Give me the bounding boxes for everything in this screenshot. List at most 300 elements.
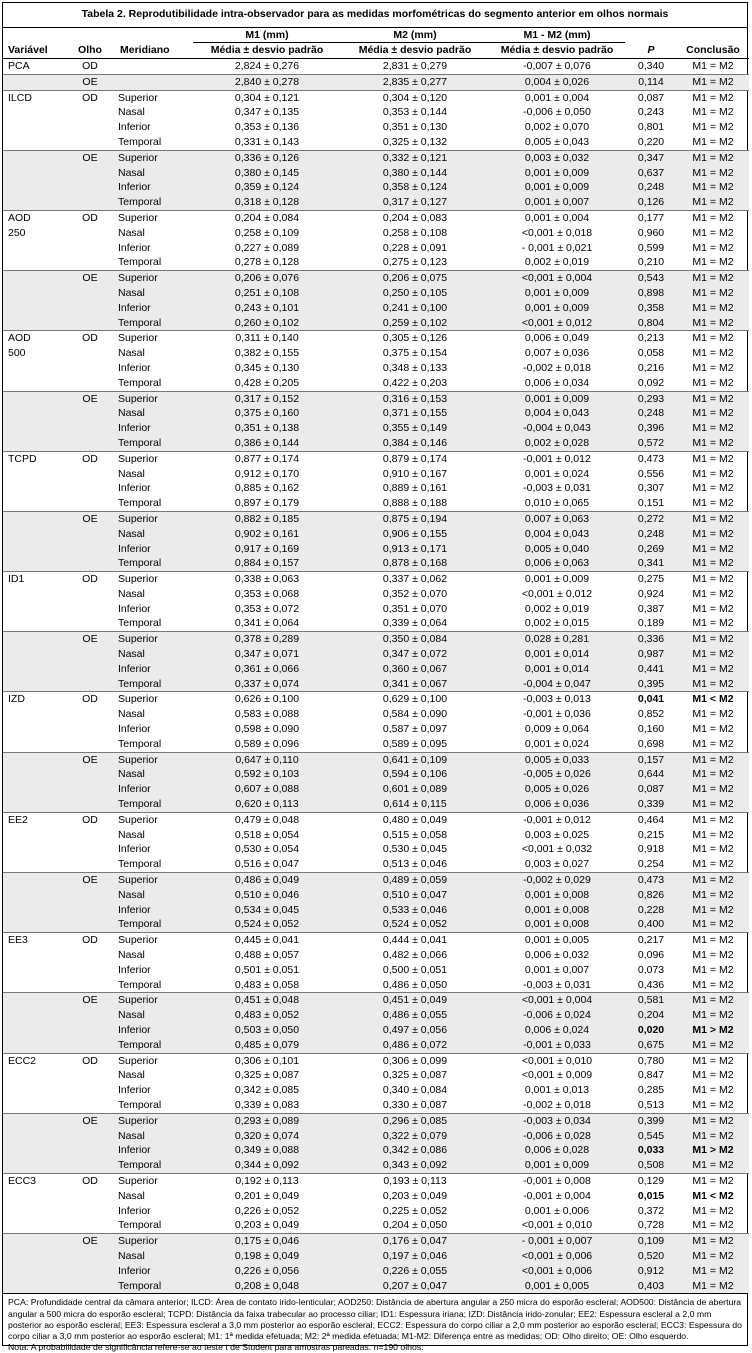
- cell-p: 0,096: [637, 949, 665, 962]
- cell-conclusao: M1 = M2: [677, 782, 749, 797]
- cell-m2: 0,587 ± 0,097: [382, 723, 448, 736]
- cell-meridiano: Superior: [115, 451, 193, 466]
- cell-meridiano: Nasal: [115, 888, 193, 903]
- cell-olho: OE: [65, 271, 115, 286]
- cell-conclusao: M1 = M2: [677, 150, 749, 165]
- cell-m2: 0,480 ± 0,049: [341, 812, 489, 827]
- table-row: [3, 451, 749, 466]
- table-row: [3, 135, 749, 150]
- cell-variavel: [3, 963, 65, 978]
- cell-conclusao: M1 = M2: [692, 587, 734, 600]
- table-title: Tabela 2. Reprodutibilidade intra-observador para as medidas morfométricas do segmento anterior em olhos normais: [3, 3, 747, 28]
- cell-olho: OE: [65, 873, 115, 888]
- data-table: [3, 28, 749, 1293]
- cell-olho: [65, 1158, 115, 1173]
- cell-p: 0,285: [637, 1084, 665, 1097]
- table-row: [3, 1173, 749, 1188]
- cell-p: 0,396: [625, 421, 677, 436]
- cell-olho: [65, 286, 115, 301]
- cell-variavel: [3, 135, 65, 150]
- header-diff-group: M1 - M2 (mm): [489, 28, 625, 43]
- table-row: [3, 737, 749, 752]
- cell-m1: 0,208 ± 0,048: [193, 1279, 341, 1294]
- table-row: [3, 1098, 749, 1113]
- cell-conclusao: M1 = M2: [677, 511, 749, 526]
- cell-meridiano: Nasal: [118, 587, 145, 600]
- cell-olho: [65, 1098, 115, 1113]
- cell-variavel: [3, 120, 65, 135]
- cell-p: 0,436: [637, 978, 665, 991]
- cell-conclusao: M1 = M2: [692, 1084, 734, 1097]
- cell-variavel: EE2: [3, 812, 65, 827]
- cell-diff: 0,006 ± 0,032: [524, 949, 590, 962]
- cell-olho: [65, 542, 115, 557]
- cell-variavel: [3, 150, 65, 165]
- cell-p: 0,395: [625, 677, 677, 692]
- table-row: [3, 812, 749, 827]
- cell-m1: 0,175 ± 0,046: [193, 1234, 341, 1249]
- cell-meridiano: Temporal: [118, 376, 162, 389]
- cell-conclusao: M1 = M2: [677, 74, 749, 90]
- cell-meridiano: Inferior: [115, 662, 193, 677]
- table-row: [3, 286, 749, 301]
- cell-variavel: [3, 255, 65, 270]
- cell-m2: 0,352 ± 0,070: [382, 587, 448, 600]
- cell-m2: 0,360 ± 0,067: [341, 662, 489, 677]
- cell-variavel: [3, 105, 65, 120]
- cell-p: 0,243: [637, 106, 665, 119]
- cell-variavel: [3, 1189, 65, 1204]
- cell-diff: 0,028 ± 0,281: [489, 632, 625, 647]
- cell-diff: 0,002 ± 0,028: [489, 436, 625, 451]
- cell-diff: 0,005 ± 0,040: [489, 542, 625, 557]
- table-row: [3, 150, 749, 165]
- cell-p: 0,215: [637, 828, 665, 841]
- cell-diff: 0,001 ± 0,007: [524, 963, 590, 976]
- cell-variavel: [3, 1008, 65, 1023]
- cell-diff: 0,009 ± 0,064: [524, 723, 590, 736]
- cell-p: 0,572: [625, 436, 677, 451]
- cell-m2: 0,341 ± 0,067: [341, 677, 489, 692]
- cell-olho: [65, 903, 115, 918]
- cell-diff: 0,001 ± 0,009: [489, 572, 625, 587]
- cell-p: 0,228: [625, 903, 677, 918]
- cell-m2: 0,258 ± 0,108: [382, 226, 448, 239]
- cell-m2: 0,176 ± 0,047: [341, 1234, 489, 1249]
- cell-m1: 0,375 ± 0,160: [193, 406, 341, 421]
- cell-conclusao: M1 = M2: [677, 286, 749, 301]
- cell-olho: [65, 662, 115, 677]
- cell-diff: <0,001 ± 0,004: [489, 271, 625, 286]
- cell-diff: 0,001 ± 0,014: [489, 647, 625, 662]
- cell-conclusao: M1 = M2: [677, 421, 749, 436]
- cell-p: 0,087: [625, 782, 677, 797]
- cell-m1: 0,882 ± 0,185: [193, 511, 341, 526]
- cell-conclusao: M1 = M2: [692, 949, 734, 962]
- header-olho: Olho: [65, 43, 115, 59]
- cell-m2: 0,204 ± 0,083: [341, 210, 489, 225]
- cell-diff: 0,003 ± 0,025: [524, 828, 590, 841]
- cell-olho: [65, 602, 115, 617]
- cell-diff: 0,001 ± 0,004: [489, 210, 625, 225]
- cell-conclusao: M1 = M2: [677, 1264, 749, 1279]
- cell-m1: 0,917 ± 0,169: [193, 542, 341, 557]
- cell-m2: 0,913 ± 0,171: [341, 542, 489, 557]
- cell-meridiano: Temporal: [115, 556, 193, 571]
- table-row: [3, 1249, 749, 1264]
- cell-variavel: [3, 1083, 65, 1098]
- cell-p: 0,675: [625, 1038, 677, 1053]
- cell-p: 0,508: [625, 1158, 677, 1173]
- cell-meridiano: Temporal: [115, 436, 193, 451]
- cell-variavel: ID1: [3, 572, 65, 587]
- cell-variavel: [3, 271, 65, 286]
- cell-diff: <0,001 ± 0,018: [521, 226, 593, 239]
- cell-diff: <0,001 ± 0,012: [521, 587, 593, 600]
- cell-meridiano: Superior: [115, 1173, 193, 1188]
- cell-variavel: AOD: [3, 331, 65, 346]
- cell-m1: 0,589 ± 0,096: [234, 737, 300, 750]
- cell-conclusao: M1 = M2: [677, 752, 749, 767]
- cell-p: 0,160: [637, 723, 665, 736]
- cell-m2: 0,482 ± 0,066: [382, 949, 448, 962]
- cell-m1: 0,278 ± 0,128: [234, 256, 300, 269]
- cell-m2: 0,371 ± 0,155: [341, 406, 489, 421]
- cell-diff: <0,001 ± 0,032: [521, 843, 593, 856]
- cell-m2: 0,226 ± 0,055: [341, 1264, 489, 1279]
- table-row: [3, 1158, 749, 1173]
- cell-olho: [65, 180, 115, 195]
- cell-m2: 0,206 ± 0,075: [341, 271, 489, 286]
- cell-variavel: IZD: [3, 692, 65, 707]
- cell-m2: 0,330 ± 0,087: [382, 1098, 448, 1111]
- cell-conclusao: M1 = M2: [692, 737, 734, 750]
- cell-m2: 0,533 ± 0,046: [341, 903, 489, 918]
- cell-p: 0,599: [637, 241, 665, 254]
- cell-m1: 0,353 ± 0,068: [234, 587, 300, 600]
- cell-olho: [65, 527, 115, 542]
- cell-p: 0,269: [625, 542, 677, 557]
- cell-conclusao: M1 = M2: [677, 406, 749, 421]
- cell-p: 0,399: [625, 1113, 677, 1128]
- cell-diff: 0,001 ± 0,013: [524, 1084, 590, 1097]
- table-row: [3, 873, 749, 888]
- cell-diff: <0,001 ± 0,009: [521, 1069, 593, 1082]
- cell-conclusao: M1 = M2: [692, 376, 734, 389]
- cell-meridiano: Nasal: [118, 949, 145, 962]
- cell-p: 0,293: [625, 391, 677, 406]
- cell-conclusao: M1 = M2: [692, 828, 734, 841]
- header-meridiano: Meridiano: [115, 43, 193, 59]
- cell-meridiano: Inferior: [118, 843, 151, 856]
- cell-diff: -0,002 ± 0,018: [523, 1098, 591, 1111]
- cell-olho: [65, 737, 115, 752]
- table-row: [3, 255, 749, 270]
- cell-m1: 0,378 ± 0,289: [193, 632, 341, 647]
- cell-p: 0,336: [625, 632, 677, 647]
- cell-m1: 0,361 ± 0,066: [193, 662, 341, 677]
- cell-meridiano: Nasal: [118, 226, 145, 239]
- cell-p: 0,960: [637, 226, 665, 239]
- cell-m1: 0,516 ± 0,047: [234, 858, 300, 871]
- cell-diff: 0,010 ± 0,065: [524, 497, 590, 510]
- cell-meridiano: Nasal: [118, 1069, 145, 1082]
- cell-p: 0,852: [637, 708, 665, 721]
- cell-variavel: [3, 481, 65, 496]
- table-row: [3, 1053, 749, 1068]
- cell-m1: 0,331 ± 0,143: [234, 135, 300, 148]
- cell-olho: [65, 376, 115, 391]
- cell-diff: 0,006 ± 0,028: [489, 1143, 625, 1158]
- cell-conclusao: M1 = M2: [692, 843, 734, 856]
- cell-m1: 0,530 ± 0,054: [234, 843, 300, 856]
- cell-olho: [65, 857, 115, 872]
- cell-m2: 0,322 ± 0,079: [341, 1129, 489, 1144]
- cell-m1: 0,359 ± 0,124: [193, 180, 341, 195]
- cell-meridiano: Superior: [115, 632, 193, 647]
- table-row: [3, 346, 749, 361]
- cell-variavel: [3, 888, 65, 903]
- cell-conclusao: M1 = M2: [677, 1158, 749, 1173]
- cell-diff: <0,001 ± 0,004: [489, 993, 625, 1008]
- cell-m2: 0,879 ± 0,174: [341, 451, 489, 466]
- cell-m1: 0,260 ± 0,102: [193, 316, 341, 331]
- table-row: [3, 782, 749, 797]
- cell-variavel: [3, 1038, 65, 1053]
- cell-conclusao: M1 > M2: [677, 1023, 749, 1038]
- cell-p: 0,092: [637, 376, 665, 389]
- header-conclusao: Conclusão: [677, 43, 749, 59]
- cell-m1: 0,353 ± 0,136: [234, 121, 300, 134]
- cell-conclusao: M1 < M2: [692, 1189, 734, 1202]
- cell-olho: [65, 1189, 115, 1204]
- cell-diff: -0,007 ± 0,076: [523, 60, 591, 72]
- cell-m1: 0,647 ± 0,110: [193, 752, 341, 767]
- cell-olho: [65, 948, 115, 963]
- cell-m1: 0,884 ± 0,157: [193, 556, 341, 571]
- table-row: [3, 1234, 749, 1249]
- table-row: [3, 993, 749, 1008]
- cell-olho: OD: [65, 451, 115, 466]
- cell-p: 0,033: [625, 1143, 677, 1158]
- cell-p: 0,041: [625, 692, 677, 707]
- table-body: [3, 59, 749, 1294]
- table-row: [3, 436, 749, 451]
- cell-diff: 0,001 ± 0,004: [489, 90, 625, 105]
- cell-diff: 0,001 ± 0,009: [489, 286, 625, 301]
- cell-meridiano: Superior: [115, 511, 193, 526]
- cell-meridiano: Nasal: [115, 647, 193, 662]
- cell-meridiano: Inferior: [115, 782, 193, 797]
- cell-variavel: [3, 993, 65, 1008]
- cell-m2: 0,325 ± 0,132: [382, 135, 448, 148]
- cell-meridiano: Temporal: [118, 617, 162, 630]
- cell-m1: 0,353 ± 0,072: [234, 602, 300, 615]
- cell-m1: 0,912 ± 0,170: [234, 467, 300, 480]
- cell-olho: OD: [65, 572, 115, 587]
- cell-variavel: [3, 1068, 65, 1083]
- cell-diff: -0,001 ± 0,012: [489, 451, 625, 466]
- cell-conclusao: M1 = M2: [692, 617, 734, 630]
- cell-p: 0,213: [625, 331, 677, 346]
- cell-conclusao: M1 = M2: [677, 436, 749, 451]
- cell-conclusao: M1 = M2: [677, 1173, 749, 1188]
- cell-diff: 0,006 ± 0,063: [489, 556, 625, 571]
- cell-p: 0,020: [625, 1023, 677, 1038]
- cell-m2: 0,444 ± 0,041: [341, 933, 489, 948]
- cell-meridiano: Superior: [115, 752, 193, 767]
- cell-m2: 0,342 ± 0,086: [341, 1143, 489, 1158]
- cell-m2: 0,275 ± 0,123: [382, 256, 448, 269]
- cell-meridiano: Nasal: [115, 527, 193, 542]
- cell-m2: 0,641 ± 0,109: [341, 752, 489, 767]
- cell-meridiano: Temporal: [118, 978, 162, 991]
- cell-meridiano: Nasal: [118, 1189, 145, 1202]
- cell-olho: OE: [65, 391, 115, 406]
- cell-m2: 0,422 ± 0,203: [382, 376, 448, 389]
- cell-m2: 0,348 ± 0,133: [382, 361, 448, 374]
- cell-meridiano: Inferior: [118, 361, 151, 374]
- cell-p: 0,473: [625, 873, 677, 888]
- cell-m2: 0,340 ± 0,084: [382, 1084, 448, 1097]
- cell-m1: 0,501 ± 0,051: [234, 963, 300, 976]
- cell-meridiano: Inferior: [115, 1264, 193, 1279]
- cell-diff: 0,004 ± 0,043: [489, 527, 625, 542]
- cell-p: 0,015: [637, 1189, 665, 1202]
- cell-m1: 0,227 ± 0,089: [234, 241, 300, 254]
- cell-meridiano: Inferior: [118, 963, 151, 976]
- cell-p: 0,520: [625, 1249, 677, 1264]
- cell-olho: [65, 166, 115, 181]
- cell-diff: <0,001 ± 0,010: [489, 1053, 625, 1068]
- cell-m1: 0,318 ± 0,128: [193, 195, 341, 210]
- cell-meridiano: Superior: [115, 1053, 193, 1068]
- cell-diff: -0,006 ± 0,028: [489, 1129, 625, 1144]
- cell-m2: 0,594 ± 0,106: [341, 767, 489, 782]
- cell-m2: 0,515 ± 0,058: [382, 828, 448, 841]
- cell-meridiano: Temporal: [118, 256, 162, 269]
- cell-p: 0,698: [637, 737, 665, 750]
- cell-olho: [65, 361, 115, 376]
- cell-m1: 0,486 ± 0,049: [193, 873, 341, 888]
- cell-variavel: [3, 647, 65, 662]
- cell-conclusao: M1 = M2: [692, 1069, 734, 1082]
- cell-variavel: [3, 1129, 65, 1144]
- cell-conclusao: M1 = M2: [677, 90, 749, 105]
- cell-meridiano: Inferior: [115, 301, 193, 316]
- table-row: [3, 978, 749, 993]
- cell-conclusao: M1 = M2: [677, 873, 749, 888]
- cell-m2: 0,332 ± 0,121: [341, 150, 489, 165]
- cell-meridiano: Nasal: [115, 406, 193, 421]
- header-m1-sub: Média ± desvio padrão: [193, 43, 341, 59]
- cell-meridiano: Inferior: [115, 1143, 193, 1158]
- cell-conclusao: M1 = M2: [692, 1098, 734, 1111]
- cell-olho: [65, 1279, 115, 1294]
- cell-m1: 0,897 ± 0,179: [234, 497, 300, 510]
- cell-olho: OE: [65, 1234, 115, 1249]
- cell-diff: 0,006 ± 0,049: [489, 331, 625, 346]
- cell-variavel: [3, 542, 65, 557]
- cell-diff: <0,001 ± 0,012: [489, 316, 625, 331]
- cell-p: 0,918: [637, 843, 665, 856]
- cell-meridiano: Nasal: [118, 106, 145, 119]
- cell-m1: 0,311 ± 0,140: [193, 331, 341, 346]
- cell-meridiano: Nasal: [118, 347, 145, 360]
- cell-variavel: [3, 587, 65, 602]
- cell-diff: 0,003 ± 0,027: [524, 858, 590, 871]
- cell-m2: 0,250 ± 0,105: [341, 286, 489, 301]
- cell-m1: 0,226 ± 0,056: [193, 1264, 341, 1279]
- table-row: [3, 888, 749, 903]
- cell-p: 0,847: [637, 1069, 665, 1082]
- cell-meridiano: Inferior: [118, 241, 151, 254]
- cell-meridiano: Inferior: [118, 602, 151, 615]
- cell-diff: -0,003 ± 0,034: [489, 1113, 625, 1128]
- table-row: [3, 707, 749, 722]
- cell-variavel: [3, 361, 65, 376]
- cell-meridiano: Inferior: [115, 1023, 193, 1038]
- cell-m1: 0,902 ± 0,161: [193, 527, 341, 542]
- cell-m1: 0,503 ± 0,050: [193, 1023, 341, 1038]
- cell-conclusao: M1 = M2: [677, 888, 749, 903]
- table-row: [3, 331, 749, 346]
- cell-meridiano: Superior: [115, 271, 193, 286]
- cell-m1: 0,488 ± 0,057: [234, 949, 300, 962]
- cell-variavel: [3, 767, 65, 782]
- cell-diff: 0,007 ± 0,063: [489, 511, 625, 526]
- cell-m2: 0,878 ± 0,168: [341, 556, 489, 571]
- cell-olho: OE: [65, 752, 115, 767]
- cell-p: 0,372: [637, 1204, 665, 1217]
- footnote-note: Nota: A probabilidade de significância refere-se ao teste t de Student para amostras pareadas. n=190 olhos.: [8, 1342, 424, 1353]
- cell-olho: [65, 917, 115, 932]
- cell-m2: 0,875 ± 0,194: [341, 511, 489, 526]
- cell-variavel: [3, 842, 65, 857]
- cell-meridiano: Inferior: [118, 121, 151, 134]
- cell-diff: 0,001 ± 0,008: [489, 888, 625, 903]
- cell-m2: 0,910 ± 0,167: [382, 467, 448, 480]
- cell-m2: 0,513 ± 0,046: [382, 858, 448, 871]
- table-row: [3, 903, 749, 918]
- cell-m1: 0,341 ± 0,064: [234, 617, 300, 630]
- cell-variavel: [3, 978, 65, 993]
- cell-p: 0,473: [625, 451, 677, 466]
- cell-p: 0,272: [625, 511, 677, 526]
- cell-diff: 0,002 ± 0,019: [524, 602, 590, 615]
- cell-variavel: [3, 828, 65, 843]
- cell-variavel: EE3: [3, 933, 65, 948]
- table-row: [3, 647, 749, 662]
- cell-olho: OD: [65, 1173, 115, 1188]
- cell-m1: 0,325 ± 0,087: [234, 1069, 300, 1082]
- cell-variavel: [3, 782, 65, 797]
- cell-m2: 0,204 ± 0,050: [382, 1219, 448, 1232]
- cell-conclusao: M1 = M2: [677, 677, 749, 692]
- table-row: [3, 496, 749, 511]
- cell-olho: [65, 421, 115, 436]
- cell-m1: 0,626 ± 0,100: [193, 692, 341, 707]
- table-row: [3, 1113, 749, 1128]
- cell-meridiano: Temporal: [115, 1279, 193, 1294]
- cell-m2: 0,343 ± 0,092: [341, 1158, 489, 1173]
- cell-m1: 0,445 ± 0,041: [193, 933, 341, 948]
- table-row: [3, 391, 749, 406]
- cell-m2: 0,304 ± 0,120: [341, 90, 489, 105]
- cell-m1: 0,251 ± 0,108: [193, 286, 341, 301]
- cell-m1: 0,243 ± 0,101: [193, 301, 341, 316]
- cell-olho: OE: [65, 511, 115, 526]
